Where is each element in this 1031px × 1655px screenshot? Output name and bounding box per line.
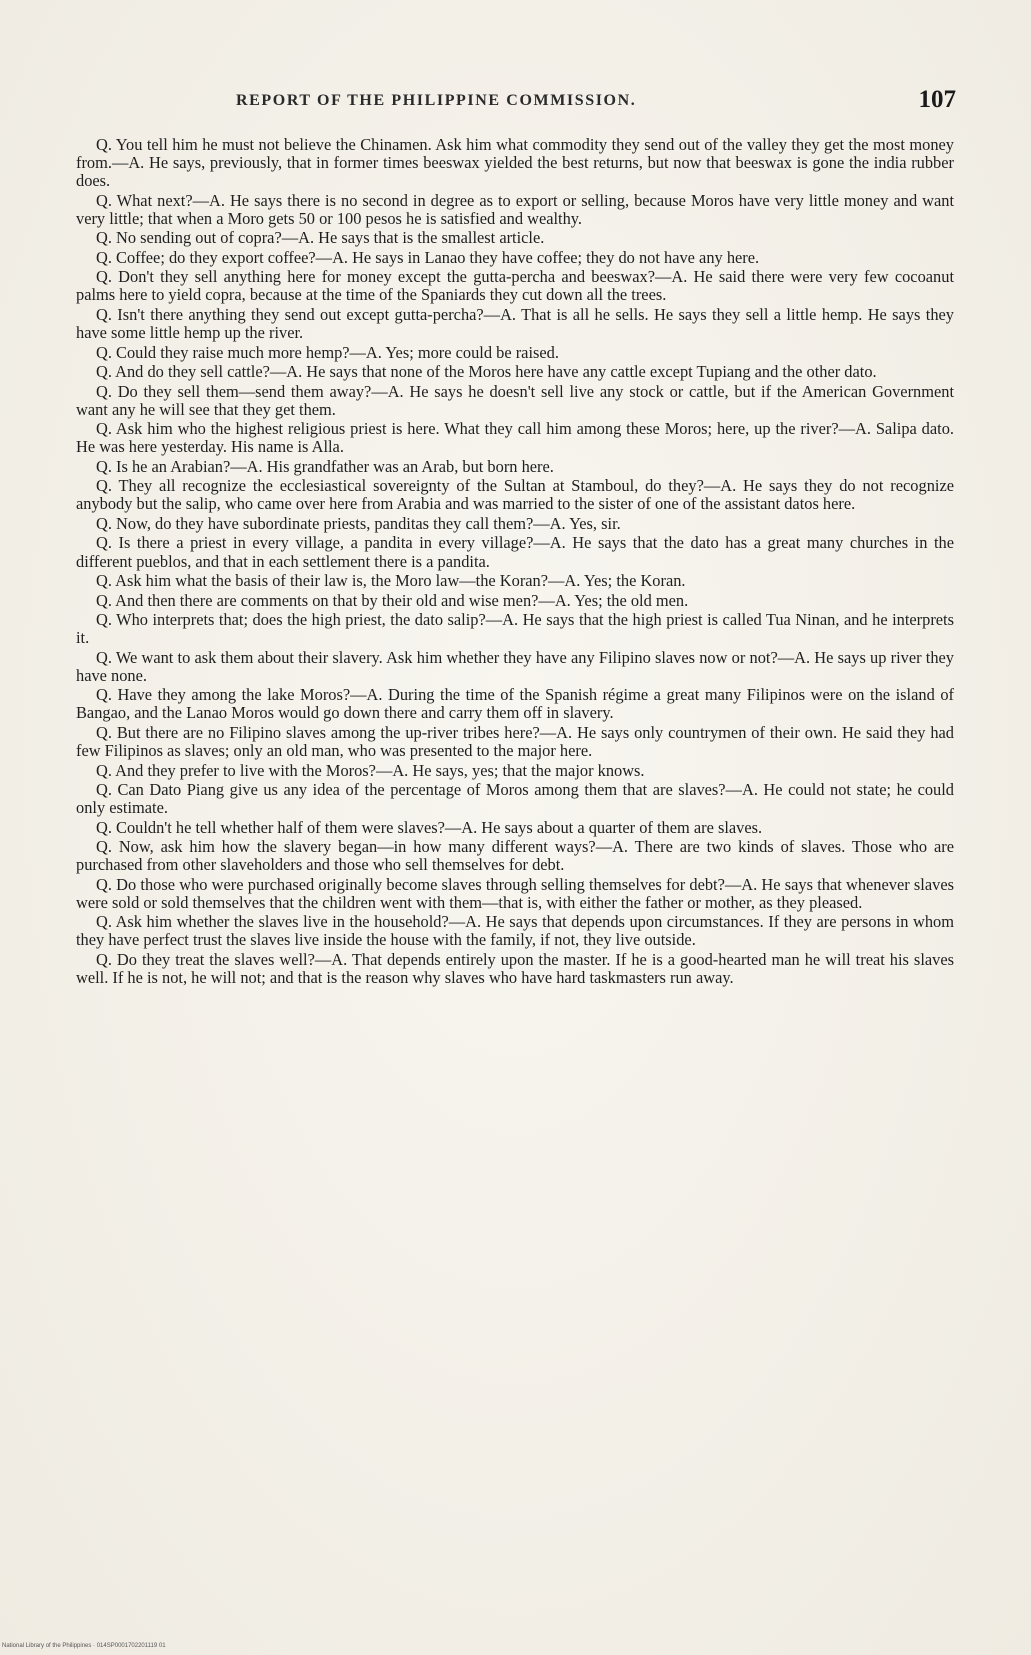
paragraph: Q. Now, ask him how the slavery began—in how many different ways?—A. There are two kinds of slaves. Those who are purchased from other slaveholders and those who sell themselves for debt. bbox=[76, 837, 954, 875]
paragraph: Q. You tell him he must not believe the Chinamen. Ask him what commodity they send out of the valley they get the most money from.—A. He says, previously, that in former times beeswax yielded the best returns, but now that beeswax is gone the india rubber does. bbox=[76, 135, 954, 191]
paragraph: Q. Have they among the lake Moros?—A. During the time of the Spanish régime a great many Filipinos were on the island of Bangao, and the Lanao Moros would go down there and carry them off in slavery. bbox=[76, 685, 954, 723]
paragraph: Q. And they prefer to live with the Moros?—A. He says, yes; that the major knows. bbox=[96, 760, 645, 780]
paragraph: Q. Who interprets that; does the high priest, the dato salip?—A. He says that the high priest is called Tua Ninan, and he interprets it. bbox=[76, 610, 954, 648]
paragraph: Q. Now, do they have subordinate priests, panditas they call them?—A. Yes, sir. bbox=[96, 513, 621, 533]
body-text bbox=[76, 136, 954, 989]
paragraph: Q. Is there a priest in every village, a pandita in every village?—A. He says that the dato has a great many churches in the different pueblos, and that in each settlement there is a pandita. bbox=[76, 533, 954, 571]
paragraph: Q. And then there are comments on that by their old and wise men?—A. Yes; the old men. bbox=[96, 590, 689, 610]
paragraph: Q. Ask him what the basis of their law is, the Moro law—the Koran?—A. Yes; the Koran. bbox=[96, 571, 686, 591]
paragraph: Q. Don't they sell anything here for money except the gutta-percha and beeswax?—A. He said there were very few cocoanut palms here to yield copra, because at the time of the Spaniards they cut down all the trees. bbox=[76, 267, 954, 305]
running-title: REPORT OF THE PHILIPPINE COMMISSION. bbox=[236, 92, 637, 109]
paragraph: Q. Ask him who the highest religious priest is here. What they call him among these Moros; here, up the river?—A. Salipa dato. He was here yesterday. His name is Alla. bbox=[76, 419, 954, 457]
paragraph: Q. Ask him whether the slaves live in the household?—A. He says that depends upon circumstances. If they are persons in whom they have perfect trust the slaves live inside the house with the family, if not, they live outside. bbox=[76, 912, 954, 950]
paragraph: Q. Do they treat the slaves well?—A. That depends entirely upon the master. If he is a good-hearted man he will treat his slaves well. If he is not, he will not; and that is the reason why slaves who have hard taskmasters run away. bbox=[76, 950, 954, 988]
paragraph: Q. But there are no Filipino slaves among the up-river tribes here?—A. He says only countrymen of their own. He said they had few Filipinos as slaves; only an old man, who was presented to the major here. bbox=[76, 722, 954, 760]
paragraph: Q. We want to ask them about their slavery. Ask him whether they have any Filipino slaves now or not?—A. He says up river they have none. bbox=[76, 647, 954, 685]
paragraph: Q. Do those who were purchased originally become slaves through selling themselves for debt?—A. He says that whenever slaves were sold or sold themselves that the children went with them—that is, with either the father or mother, as they pleased. bbox=[76, 874, 954, 912]
paragraph: Q. They all recognize the ecclesiastical sovereignty of the Sultan at Stamboul, do they?—A. He says they do not recognize anybody but the salip, who came over here from Arabia and was married to the sister of one of the assistant datos here. bbox=[76, 476, 954, 514]
page-number: 107 bbox=[918, 86, 956, 113]
paragraph: Q. What next?—A. He says there is no second in degree as to export or selling, because Moros have very little money and want very little; that when a Moro gets 50 or 100 pesos he is satisfied and wealthy. bbox=[76, 190, 954, 228]
paragraph: Q. And do they sell cattle?—A. He says that none of the Moros here have any cattle except Tupiang and the other dato. bbox=[96, 362, 877, 382]
paragraph: Q. Could they raise much more hemp?—A. Yes; more could be raised. bbox=[96, 342, 559, 362]
scan-credit: National Library of the Philippines · 014SP0001702201119 01 bbox=[2, 1643, 166, 1649]
page-header bbox=[76, 86, 956, 116]
paragraph: Q. Can Dato Piang give us any idea of the percentage of Moros among them that are slaves?—A. He could not state; he could only estimate. bbox=[76, 780, 954, 818]
paragraph: Q. Couldn't he tell whether half of them were slaves?—A. He says about a quarter of them are slaves. bbox=[96, 817, 763, 837]
paragraph: Q. No sending out of copra?—A. He says that is the smallest article. bbox=[96, 228, 545, 248]
paragraph: Q. Is he an Arabian?—A. His grandfather was an Arab, but born here. bbox=[96, 456, 554, 476]
paragraph: Q. Do they sell them—send them away?—A. He says he doesn't sell live any stock or cattle, but if the American Government want any he will see that they get them. bbox=[76, 381, 954, 419]
paragraph: Q. Coffee; do they export coffee?—A. He says in Lanao they have coffee; they do not have any here. bbox=[96, 247, 760, 267]
paragraph: Q. Isn't there anything they send out except gutta-percha?—A. That is all he sells. He says they sell a little hemp. He says they have some little hemp up the river. bbox=[76, 304, 954, 342]
